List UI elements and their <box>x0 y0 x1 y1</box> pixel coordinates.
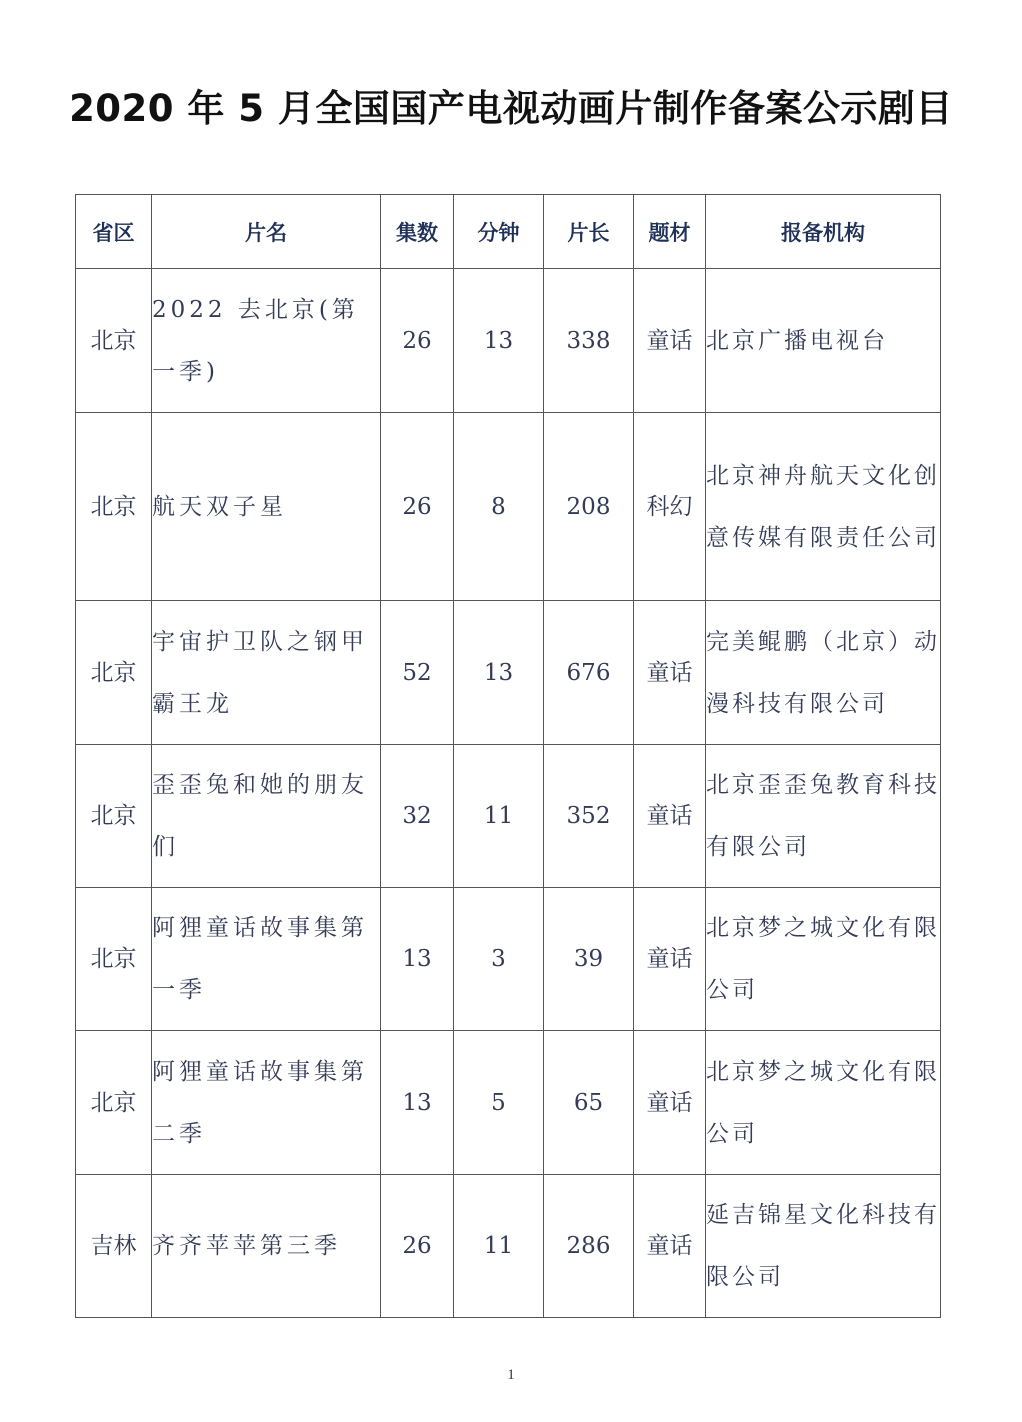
cell-organization: 完美鲲鹏（北京）动漫科技有限公司 <box>706 601 941 745</box>
cell-minutes: 13 <box>454 601 544 745</box>
cell-episodes: 13 <box>381 888 454 1031</box>
cell-organization: 北京神舟航天文化创意传媒有限责任公司 <box>706 413 941 601</box>
cell-minutes: 11 <box>454 745 544 888</box>
cell-minutes: 8 <box>454 413 544 601</box>
header-length: 片长 <box>544 195 634 269</box>
cell-organization: 北京广播电视台 <box>706 269 941 413</box>
cell-province: 北京 <box>76 745 152 888</box>
cell-length: 39 <box>544 888 634 1031</box>
cell-province: 北京 <box>76 601 152 745</box>
cell-organization: 北京梦之城文化有限公司 <box>706 1031 941 1175</box>
cell-province: 吉林 <box>76 1175 152 1318</box>
cell-episodes: 52 <box>381 601 454 745</box>
header-organization: 报备机构 <box>706 195 941 269</box>
page-number: 1 <box>507 1367 515 1383</box>
cell-genre: 童话 <box>634 601 706 745</box>
cell-length: 676 <box>544 601 634 745</box>
cell-minutes: 11 <box>454 1175 544 1318</box>
cell-title: 阿狸童话故事集第一季 <box>152 888 381 1031</box>
cell-title: 阿狸童话故事集第二季 <box>152 1031 381 1175</box>
cell-minutes: 13 <box>454 269 544 413</box>
cell-province: 北京 <box>76 269 152 413</box>
cell-episodes: 26 <box>381 1175 454 1318</box>
header-genre: 题材 <box>634 195 706 269</box>
cell-title: 2022 去北京(第一季) <box>152 269 381 413</box>
cell-province: 北京 <box>76 1031 152 1175</box>
table-row <box>76 1175 941 1318</box>
cell-episodes: 32 <box>381 745 454 888</box>
cell-organization: 延吉锦星文化科技有限公司 <box>706 1175 941 1318</box>
cell-length: 65 <box>544 1031 634 1175</box>
cell-episodes: 26 <box>381 413 454 601</box>
cell-minutes: 3 <box>454 888 544 1031</box>
cell-province: 北京 <box>76 888 152 1031</box>
table-row <box>76 745 941 888</box>
cell-title: 宇宙护卫队之钢甲霸王龙 <box>152 601 381 745</box>
cell-episodes: 13 <box>381 1031 454 1175</box>
cell-length: 286 <box>544 1175 634 1318</box>
cell-episodes: 26 <box>381 269 454 413</box>
table-row <box>76 601 941 745</box>
cell-genre: 童话 <box>634 745 706 888</box>
header-episodes: 集数 <box>381 195 454 269</box>
cell-genre: 童话 <box>634 888 706 1031</box>
header-minutes: 分钟 <box>454 195 544 269</box>
cell-length: 208 <box>544 413 634 601</box>
document-title: 2020 年 5 月全国国产电视动画片制作备案公示剧目 <box>69 87 953 130</box>
header-province: 省区 <box>76 195 152 269</box>
cell-organization: 北京梦之城文化有限公司 <box>706 888 941 1031</box>
cell-genre: 童话 <box>634 1031 706 1175</box>
filing-table <box>75 194 941 1318</box>
cell-genre: 科幻 <box>634 413 706 601</box>
cell-title: 歪歪兔和她的朋友们 <box>152 745 381 888</box>
cell-length: 352 <box>544 745 634 888</box>
cell-province: 北京 <box>76 413 152 601</box>
table-row <box>76 1031 941 1175</box>
cell-length: 338 <box>544 269 634 413</box>
cell-organization: 北京歪歪兔教育科技有限公司 <box>706 745 941 888</box>
cell-title: 齐齐苹苹第三季 <box>152 1175 381 1318</box>
cell-genre: 童话 <box>634 1175 706 1318</box>
header-row <box>76 195 941 269</box>
cell-minutes: 5 <box>454 1031 544 1175</box>
cell-genre: 童话 <box>634 269 706 413</box>
header-title: 片名 <box>152 195 381 269</box>
table-row <box>76 888 941 1031</box>
cell-title: 航天双子星 <box>152 413 381 601</box>
table-row <box>76 269 941 413</box>
table-row <box>76 413 941 601</box>
